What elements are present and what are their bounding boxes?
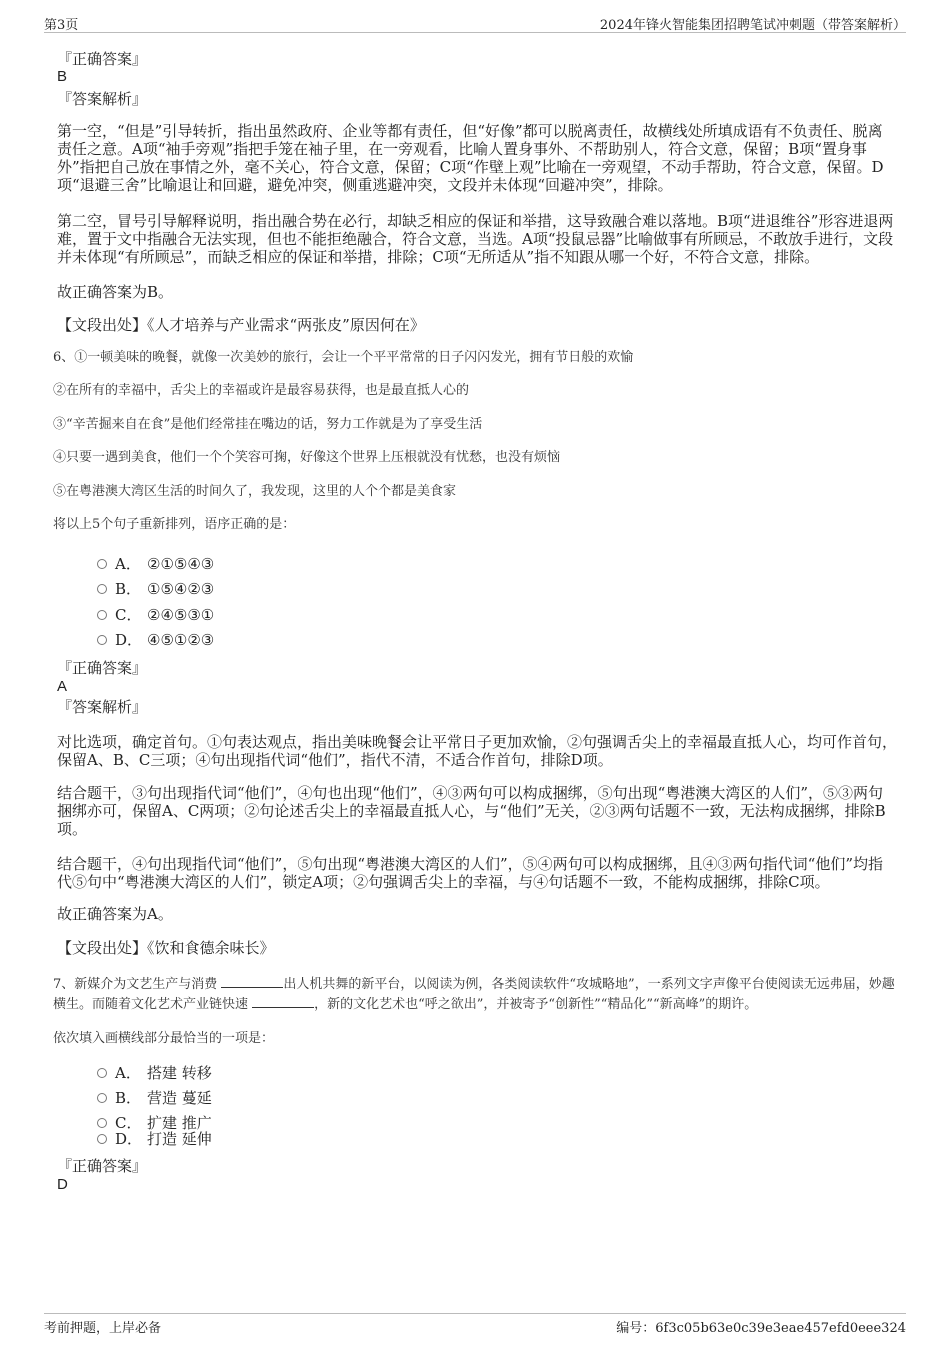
fill-blank-2	[252, 995, 314, 1008]
q5-analysis-1: 第一空，“但是”引导转折，指出虽然政府、企业等都有责任，但“好像”都可以脱离责任，故横线处所填成语有不负责任、脱离责任之意。A项“袖手旁观”指把手笼在袖子里，在一旁观看，比喻人置身事外、不帮助别人，符合文意，保留；B项“置身事外”指把自己放在事情之外，毫不关心，符合文意，保留；C项“作壁上观”比喻在一旁观望，不动手帮助，符合文意，保留。D项“退避三舍”比喻退让和回避，避免冲突，侧重逃避冲突，文段并未体现“回避冲突”，排除。	[57, 122, 884, 194]
page-number: 第3页	[44, 18, 79, 33]
q7-option-d[interactable]: D． 打造 延伸	[97, 1130, 212, 1148]
q6-option-d[interactable]: D． ④⑤①②③	[97, 631, 214, 649]
page-header	[44, 12, 906, 33]
correct-answer-label: 『正确答案』	[57, 1157, 148, 1175]
footer-slogan: 考前押题，上岸必备	[44, 1321, 162, 1336]
page-footer	[44, 1313, 906, 1334]
radio-icon[interactable]	[97, 1068, 107, 1078]
q6-answer: A	[57, 678, 68, 695]
analysis-label: 『答案解析』	[57, 90, 148, 108]
radio-icon[interactable]	[97, 1118, 107, 1128]
radio-icon[interactable]	[97, 584, 107, 594]
q6-line-3: ③“辛苦掘来自在食”是他们经常挂在嘴边的话，努力工作就是为了享受生活	[53, 417, 483, 432]
radio-icon[interactable]	[97, 635, 107, 645]
q7-option-b[interactable]: B． 营造 蔓延	[97, 1089, 212, 1107]
q6-prompt: 将以上5个句子重新排列，语序正确的是：	[53, 517, 296, 532]
correct-answer-label: 『正确答案』	[57, 659, 148, 677]
q6-analysis-3: 结合题干，④句出现指代词“他们”，⑤句出现“粤港澳大湾区的人们”，⑤④两句可以构成捆绑，且④③两句指代词“他们”均指代⑤句中“粤港澳大湾区的人们”，锁定A项；②句强调舌尖上的幸福，与④句话题不一致，不能构成捆绑，排除C项。	[57, 855, 884, 891]
analysis-label: 『答案解析』	[57, 698, 148, 716]
q7-option-a[interactable]: A． 搭建 转移	[97, 1064, 212, 1082]
q6-line-2: ②在所有的幸福中，舌尖上的幸福或许是最容易获得，也是最直抵人心的	[53, 383, 470, 398]
radio-icon[interactable]	[97, 1093, 107, 1103]
q6-option-a[interactable]: A． ②①⑤④③	[97, 555, 214, 573]
fill-blank-1	[221, 975, 283, 988]
q7-option-c[interactable]: C． 扩建 推广	[97, 1114, 212, 1132]
q5-analysis-3: 故正确答案为B。	[57, 283, 174, 301]
q7-stem: 7、新媒介为文艺生产与消费 出人机共舞的新平台，以阅读为例，各类阅读软件“攻城略地”，一系列文字声像平台使阅读无远弗届，妙趣横生。而随着文化艺术产业链快速 ，新的文化艺术也“呼之欲出”，并被寄予“创新性”“精品化”“新高峰”的期许。	[53, 977, 895, 1012]
q6-line-4: ④只要一遇到美食，他们一个个笑容可掬，好像这个世界上压根就没有忧愁，也没有烦恼	[53, 450, 561, 465]
q5-source: 【文段出处】《人才培养与产业需求“两张皮”原因何在》	[57, 316, 425, 334]
q5-answer: B	[57, 68, 68, 85]
q6-source: 【文段出处】《饮和食德余味长》	[57, 939, 275, 957]
document-title: 2024年锋火智能集团招聘笔试冲刺题（带答案解析）	[599, 18, 906, 33]
radio-icon[interactable]	[97, 559, 107, 569]
q6-line-1: 6、①一顿美味的晚餐，就像一次美妙的旅行，会让一个平平常常的日子闪闪发光，拥有节日般的欢愉	[53, 350, 634, 365]
radio-icon[interactable]	[97, 610, 107, 620]
radio-icon[interactable]	[97, 1134, 107, 1144]
q6-line-5: ⑤在粤港澳大湾区生活的时间久了，我发现，这里的人个个都是美食家	[53, 484, 457, 499]
q5-analysis-2: 第二空，冒号引导解释说明，指出融合势在必行，却缺乏相应的保证和举措，这导致融合难以落地。B项“进退维谷”形容进退两难，置于文中指融合无法实现，但也不能拒绝融合，符合文意，当选。A项“投鼠忌器”比喻做事有所顾忌，不敢放手进行，文段并未体现“有所顾忌”，而缺乏相应的保证和举措，排除；C项“无所适从”指不知跟从哪一个好，不符合文意，排除。	[57, 212, 894, 266]
q7-prompt: 依次填入画横线部分最恰当的一项是：	[53, 1031, 275, 1046]
q6-analysis-2: 结合题干，③句出现指代词“他们”，④句也出现“他们”，④③两句可以构成捆绑，⑤句出现“粤港澳大湾区的人们”，⑤③两句捆绑亦可，保留A、C两项；②句论述舌尖上的幸福最直抵人心，与“他们”无关，②③两句话题不一致，无法构成捆绑，排除B项。	[57, 784, 886, 838]
q6-analysis-4: 故正确答案为A。	[57, 905, 173, 923]
correct-answer-label: 『正确答案』	[57, 50, 148, 68]
document-code: 编号：6f3c05b63e0c39e3eae457efd0eee324	[616, 1321, 906, 1336]
q7-answer: D	[57, 1176, 68, 1193]
q6-analysis-1: 对比选项，确定首句。①句表达观点，指出美味晚餐会让平常日子更加欢愉，②句强调舌尖上的幸福最直抵人心，均可作首句，保留A、B、C三项；④句出现指代词“他们”，指代不清，不适合作首句，排除D项。	[57, 733, 898, 769]
q6-option-c[interactable]: C． ②④⑤③①	[97, 606, 214, 624]
q6-option-b[interactable]: B． ①⑤④②③	[97, 580, 214, 598]
